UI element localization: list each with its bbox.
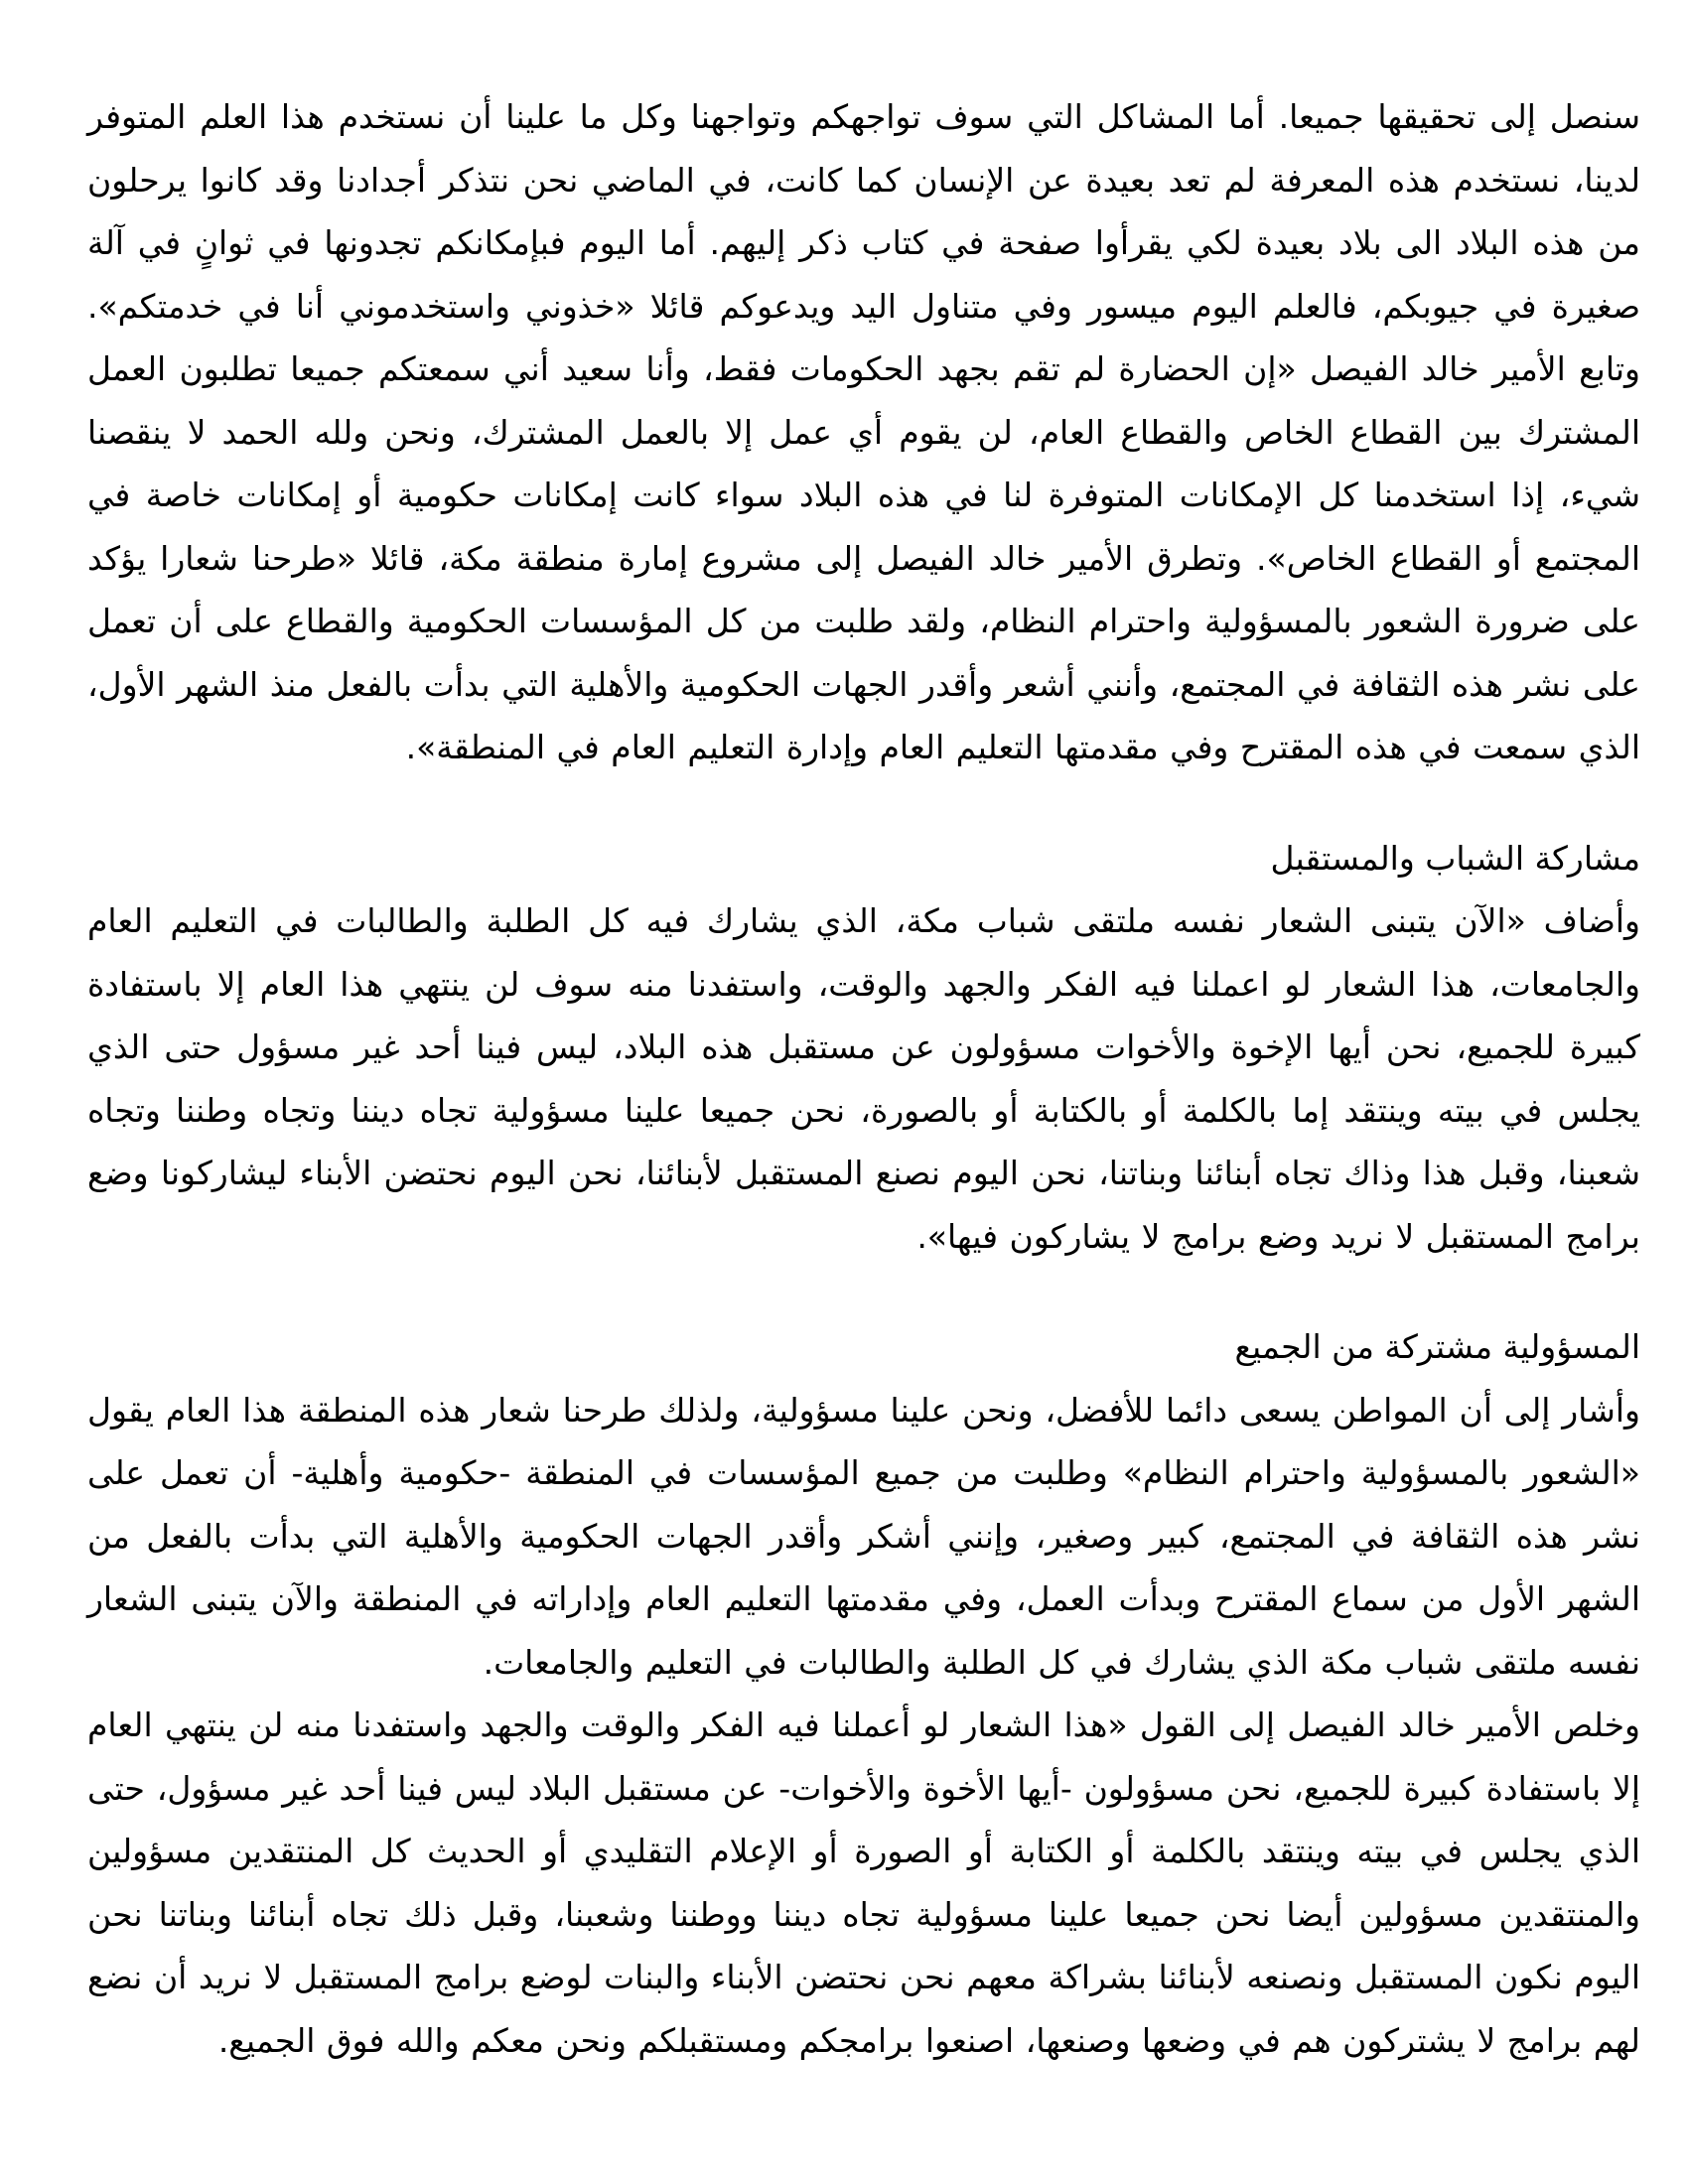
article-paragraph-4: وخلص الأمير خالد الفيصل إلى القول «هذا الشعار لو أعملنا فيه الفكر والوقت والجهد واستفدنا منه لن ينتهي العام إلا باستفادة كبيرة للجميع، نحن مسؤولون -أيها الأخوة والأخوات- عن مستقبل البلاد ليس فينا أحد غير مسؤول، حتى الذي يجلس في بيته وينتقد بالكلمة أو الكتابة أو الصورة أو الإعلام التقليدي أو الحديث كل المنتقدين مسؤولين والمنتقدين مسؤولين أيضا نحن جميعا علينا مسؤولية تجاه ديننا ووطننا وشعبنا، وقبل ذلك تجاه أبنائنا وبناتنا نحن اليوم نكون المستقبل ونصنعه لأبنائنا بشراكة معهم نحن نحتضن الأبناء والبنات لوضع برامج المستقبل لا نريد أن نضع لهم برامج لا يشتركون هم في وضعها وصنعها، اصنعوا برامجكم ومستقبلكم ونحن معكم والله فوق الجميع. [87, 1706, 1640, 2060]
section-heading-shared-responsibility: المسؤولية مشتركة من الجميع [1234, 1327, 1640, 1366]
section-heading-youth-participation: مشاركة الشباب والمستقبل [1270, 838, 1640, 878]
article-paragraph-1: سنصل إلى تحقيقها جميعا. أما المشاكل التي سوف تواجهكم وتواجهنا وكل ما علينا أن نستخدم هذا العلم المتوفر لدينا، نستخدم هذه المعرفة لم تعد بعيدة عن الإنسان كما كانت، في الماضي نحن نتذكر أجدادنا وقد كانوا يرحلون من هذه البلاد الى بلاد بعيدة لكي يقرأوا صفحة في كتاب ذكر إليهم. أما اليوم فبإمكانكم تجدونها في ثوانٍ في آلة صغيرة في جيوبكم، فالعلم اليوم ميسور وفي متناول اليد ويدعوكم قائلا «خذوني واستخدموني أنا في خدمتكم». وتابع الأمير خالد الفيصل «إن الحضارة لم تقم بجهد الحكومات فقط، وأنا سعيد أني سمعتكم جميعا تطلبون العمل المشترك بين القطاع الخاص والقطاع العام، لن يقوم أي عمل إلا بالعمل المشترك، ونحن ولله الحمد لا ينقصنا شيء، إذا استخدمنا كل الإمكانات المتوفرة لنا في هذه البلاد سواء كانت إمكانات حكومية أو إمكانات خاصة في المجتمع أو القطاع الخاص». وتطرق الأمير خالد الفيصل إلى مشروع إمارة منطقة مكة، قائلا «طرحنا شعارا يؤكد على ضرورة الشعور بالمسؤولية واحترام النظام، ولقد طلبت من كل المؤسسات الحكومية والقطاع على أن تعمل على نشر هذه الثقافة في المجتمع، وأنني أشعر وأقدر الجهات الحكومية والأهلية التي بدأت بالفعل منذ الشهر الأول، الذي سمعت في هذه المقترح وفي مقدمتها التعليم العام وإدارة التعليم العام في المنطقة». [87, 97, 1640, 766]
article-paragraph-2: وأضاف «الآن يتبنى الشعار نفسه ملتقى شباب مكة، الذي يشارك فيه كل الطلبة والطالبات في التعليم العام والجامعات، هذا الشعار لو اعملنا فيه الفكر والجهد والوقت، واستفدنا منه سوف لن ينتهي هذا العام إلا باستفادة كبيرة للجميع، نحن أيها الإخوة والأخوات مسؤولون عن مستقبل هذه البلاد، ليس فينا أحد غير مسؤول حتى الذي يجلس في بيته وينتقد إما بالكلمة أو بالكتابة أو بالصورة، نحن جميعا علينا مسؤولية تجاه ديننا وتجاه وطننا وتجاه شعبنا، وقبل هذا وذاك تجاه أبنائنا وبناتنا، نحن اليوم نصنع المستقبل لأبنائنا، نحن اليوم نحتضن الأبناء ليشاركونا وضع برامج المستقبل لا نريد وضع برامج لا يشاركون فيها». [87, 901, 1640, 1256]
article-paragraph-3: وأشار إلى أن المواطن يسعى دائما للأفضل، ونحن علينا مسؤولية، ولذلك طرحنا شعار هذه المنطقة هذا العام يقول «الشعور بالمسؤولية واحترام النظام» وطلبت من جميع المؤسسات في المنطقة -حكومية وأهلية- أن تعمل على نشر هذه الثقافة في المجتمع، كبير وصغير، وإنني أشكر وأقدر الجهات الحكومية والأهلية التي بدأت بالفعل من الشهر الأول من سماع المقترح وبدأت العمل، وفي مقدمتها التعليم العام وإداراته في المنطقة والآن يتبنى الشعار نفسه ملتقى شباب مكة الذي يشارك في كل الطلبة والطالبات في التعليم والجامعات. [87, 1390, 1640, 1682]
